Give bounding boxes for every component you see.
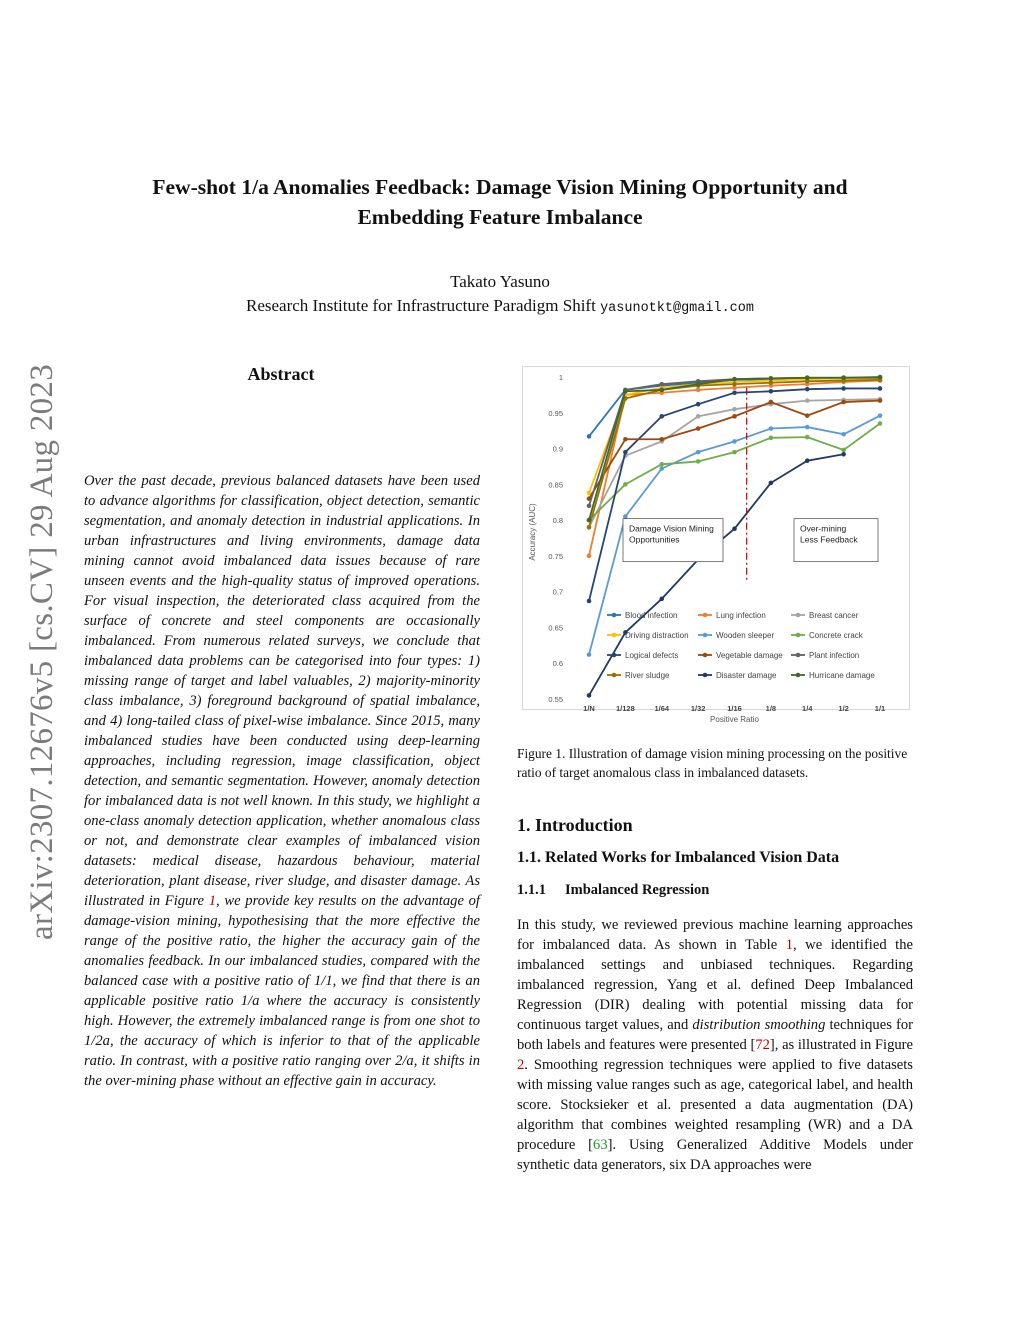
- data-point: [587, 525, 592, 530]
- data-point: [805, 398, 810, 403]
- y-tick-label: 0.55: [548, 695, 563, 704]
- legend-marker: [703, 673, 708, 678]
- data-point: [659, 382, 664, 387]
- x-tick-label: 1/1: [874, 704, 886, 713]
- legend-label: Vegetable damage: [716, 651, 783, 660]
- x-tick-label: 1/32: [690, 704, 706, 713]
- legend-marker: [612, 653, 617, 658]
- y-tick-label: 0.7: [552, 587, 563, 597]
- intro-text-4: ], as illustrated in Figure: [769, 1037, 914, 1053]
- data-point: [587, 518, 592, 523]
- data-point: [659, 462, 664, 467]
- paper-title-line-2: Embedding Feature Imbalance: [357, 205, 643, 229]
- data-point: [659, 597, 664, 602]
- data-point: [841, 400, 846, 405]
- data-point: [623, 389, 628, 394]
- intro-emphasis: distribution smoothing: [692, 1017, 826, 1033]
- data-point: [769, 389, 774, 394]
- data-point: [878, 398, 883, 403]
- data-point: [587, 652, 592, 657]
- legend-label: Disaster damage: [716, 671, 777, 680]
- legend-marker: [612, 673, 617, 678]
- data-point: [623, 482, 628, 487]
- paper-title: [60, 172, 940, 232]
- intro-text-5: . Smoothing regression techniques were applied to five datasets with missing value ranges such as age, categorical label, and health score. Stocksieker et al. presented a data augmentation (DA) algorithm that combines weighted resampling (WR) and a DA procedure [: [517, 1057, 913, 1153]
- data-point: [696, 426, 701, 431]
- legend-label: Driving distraction: [625, 631, 689, 640]
- data-point: [878, 386, 883, 391]
- data-point: [623, 450, 628, 455]
- data-point: [587, 434, 592, 439]
- data-point: [587, 599, 592, 604]
- data-point: [769, 436, 774, 441]
- y-tick-label: 0.9: [552, 444, 563, 454]
- data-point: [732, 377, 737, 382]
- data-point: [623, 437, 628, 442]
- data-point: [659, 414, 664, 419]
- series-line: [589, 377, 880, 520]
- paper-title-line-1: Few-shot 1/a Anomalies Feedback: Damage Vision Mining Opportunity and: [152, 175, 848, 199]
- y-tick-label: 0.8: [552, 516, 563, 526]
- x-tick-label: 1/16: [727, 704, 742, 713]
- citation-63-link[interactable]: 63: [593, 1137, 608, 1153]
- legend-label: Breast cancer: [809, 611, 859, 620]
- data-point: [732, 450, 737, 455]
- series-line: [589, 388, 880, 601]
- legend-marker: [612, 633, 617, 638]
- data-point: [587, 504, 592, 509]
- subsubsection-number: 1.1.1: [517, 882, 546, 898]
- abstract-heading: Abstract: [247, 364, 315, 384]
- figure-1-caption: Figure 1. Illustration of damage vision mining processing on the positive ratio of target anomalous class in imbalanced datasets.: [517, 746, 908, 780]
- legend-marker: [796, 653, 801, 658]
- legend-label: Concrete crack: [809, 631, 863, 640]
- annotation-text: Less Feedback: [800, 534, 858, 545]
- table-1-link[interactable]: 1: [785, 937, 793, 953]
- legend-label: River sludge: [625, 671, 670, 680]
- data-point: [696, 459, 701, 464]
- section-heading-introduction: 1. Introduction: [517, 815, 633, 835]
- data-point: [732, 526, 737, 531]
- legend-label: Lung infection: [716, 611, 766, 620]
- data-point: [696, 382, 701, 387]
- legend-label: Logical defects: [625, 651, 679, 660]
- data-point: [587, 693, 592, 698]
- annotation-text: Opportunities: [629, 534, 680, 545]
- intro-text-6: ]. Using Generalized Additive Models under synthetic data generators, six DA approaches were: [517, 1137, 913, 1173]
- intro-paragraph: [517, 915, 913, 1175]
- subsubsection-title: Imbalanced Regression: [565, 882, 710, 898]
- legend-marker: [703, 653, 708, 658]
- legend-marker: [796, 633, 801, 638]
- data-point: [878, 413, 883, 418]
- legend-marker: [703, 613, 708, 618]
- data-point: [732, 390, 737, 395]
- data-point: [732, 407, 737, 412]
- annotation-text: Damage Vision Mining: [629, 523, 714, 534]
- y-tick-label: 0.6: [552, 659, 563, 669]
- y-tick-label: 0.75: [548, 551, 563, 561]
- x-axis-title: Positive Ratio: [710, 715, 759, 724]
- arxiv-identifier: arXiv:2307.12676v5 [cs.CV] 29 Aug 2023: [24, 363, 60, 940]
- y-tick-label: 0.65: [548, 623, 563, 633]
- subsubsection-heading-imbalanced-regression: [517, 882, 709, 899]
- intro-text-2: , we identified the imbalanced settings and unbiased techniques. Regarding imbalanced regression, Yang et al. defined Deep Imbalanced Regression (DIR) dealing with potential missing data for continuous target values, and: [517, 937, 913, 1033]
- data-point: [841, 452, 846, 457]
- data-point: [841, 386, 846, 391]
- abstract-text: [84, 471, 480, 1091]
- data-point: [732, 439, 737, 444]
- data-point: [878, 421, 883, 426]
- legend-marker: [796, 613, 801, 618]
- series-line: [589, 378, 880, 492]
- author-name: Takato Yasuno: [450, 272, 550, 291]
- data-point: [805, 458, 810, 463]
- figure-1-chart: [522, 366, 910, 724]
- data-point: [769, 380, 774, 385]
- data-point: [659, 466, 664, 471]
- data-point: [805, 425, 810, 430]
- data-point: [769, 426, 774, 431]
- x-tick-label: 1/8: [765, 704, 777, 713]
- data-point: [805, 375, 810, 380]
- data-point: [696, 402, 701, 407]
- data-point: [805, 387, 810, 392]
- intro-text-3: techniques for both labels and features were presented [: [517, 1017, 913, 1053]
- data-point: [841, 448, 846, 453]
- y-tick-label: 1: [558, 373, 563, 382]
- data-point: [696, 388, 701, 393]
- data-point: [841, 375, 846, 380]
- author-email[interactable]: yasunotkt@gmail.com: [600, 301, 754, 316]
- accuracy-line-chart: [523, 367, 909, 724]
- abstract-body-2: , we provide key results on the advantage of damage-vision mining, hypothesising that the more effective the range of the positive ratio, the higher the accuracy gain of the anomalies feedback. In our imbalanced studies, compared with the balanced case with a positive ratio of 1/1, we find that there is an applicable positive ratio 1/a where the accuracy is consistently high. However, the extremely imbalanced range is from one shot to 1/2a, the accuracy of which is inferior to that of the applicable ratio. In contrast, with a positive ratio ranging over 2/a, it shifts in the over-mining phase without an effective gain in accuracy.: [84, 893, 480, 1089]
- affiliation: Research Institute for Infrastructure Paradigm Shift: [246, 296, 596, 315]
- affiliation-line: [0, 295, 1000, 320]
- data-point: [732, 382, 737, 387]
- figure-1-link[interactable]: 1: [208, 893, 216, 909]
- legend-label: Hurricane damage: [809, 671, 875, 680]
- x-tick-label: 1/N: [583, 704, 595, 713]
- data-point: [878, 375, 883, 380]
- figure-2-link[interactable]: 2: [517, 1057, 525, 1073]
- data-point: [805, 435, 810, 440]
- legend-label: Plant infection: [809, 651, 860, 660]
- data-point: [769, 376, 774, 381]
- legend-marker: [612, 613, 617, 618]
- legend-marker: [703, 633, 708, 638]
- data-point: [805, 413, 810, 418]
- y-tick-label: 0.85: [548, 480, 563, 490]
- y-axis-title: Accuracy (AUC): [528, 503, 537, 561]
- annotation-text: Over-mining: [800, 523, 847, 534]
- data-point: [623, 514, 628, 519]
- data-point: [732, 414, 737, 419]
- data-point: [696, 414, 701, 419]
- x-tick-label: 1/128: [615, 704, 635, 713]
- citation-72-link[interactable]: 72: [755, 1037, 770, 1053]
- x-tick-label: 1/4: [802, 704, 813, 713]
- data-point: [841, 432, 846, 437]
- legend-label: Blood infection: [625, 611, 678, 620]
- legend-label: Wooden sleeper: [716, 631, 775, 640]
- data-point: [587, 554, 592, 559]
- data-point: [769, 481, 774, 486]
- x-tick-label: 1/64: [654, 704, 670, 713]
- x-tick-label: 1/2: [838, 704, 849, 713]
- abstract-body-1: Over the past decade, previous balanced datasets have been used to advance algorithms for classification, object detection, semantic segmentation, and anomaly detection in industrial applications. In urban infrastructures and living environments, damage data mining cannot avoid imbalanced data issues because of rare unseen events and the high-quality status of improved operations. For visual inspection, the deteriorated class acquired from the surface of concrete and steel components are occasionally imbalanced. From numerous related surveys, we conclude that imbalanced data problems can be categorised into four types: 1) missing range of target and label valuables, 2) majority-minority class imbalance, 3) foreground background of spatial imbalance, and 4) long-tailed class of pixel-wise imbalance. Since 2015, many imbalanced studies have been conducted using deep-learning approaches, including regression, image classification, object detection, and semantic segmentation. However, anomaly detection for imbalanced data is not well known. In this study, we highlight a one-class anomaly detection application, whether anomalous class or not, and demonstrate clear examples of imbalanced vision datasets: medical disease, hazardous behaviour, material deterioration, plant disease, river sludge, and disaster damage. As illustrated in Figure: [84, 473, 480, 909]
- y-tick-label: 0.95: [548, 408, 563, 418]
- data-point: [696, 450, 701, 455]
- data-point: [659, 388, 664, 393]
- data-point: [659, 437, 664, 442]
- intro-text-1: In this study, we reviewed previous machine learning approaches for imbalanced data. As shown in Table: [517, 917, 913, 953]
- subsection-heading-related-works: 1.1. Related Works for Imbalanced Vision Data: [517, 849, 840, 866]
- data-point: [769, 400, 774, 405]
- legend-marker: [796, 673, 801, 678]
